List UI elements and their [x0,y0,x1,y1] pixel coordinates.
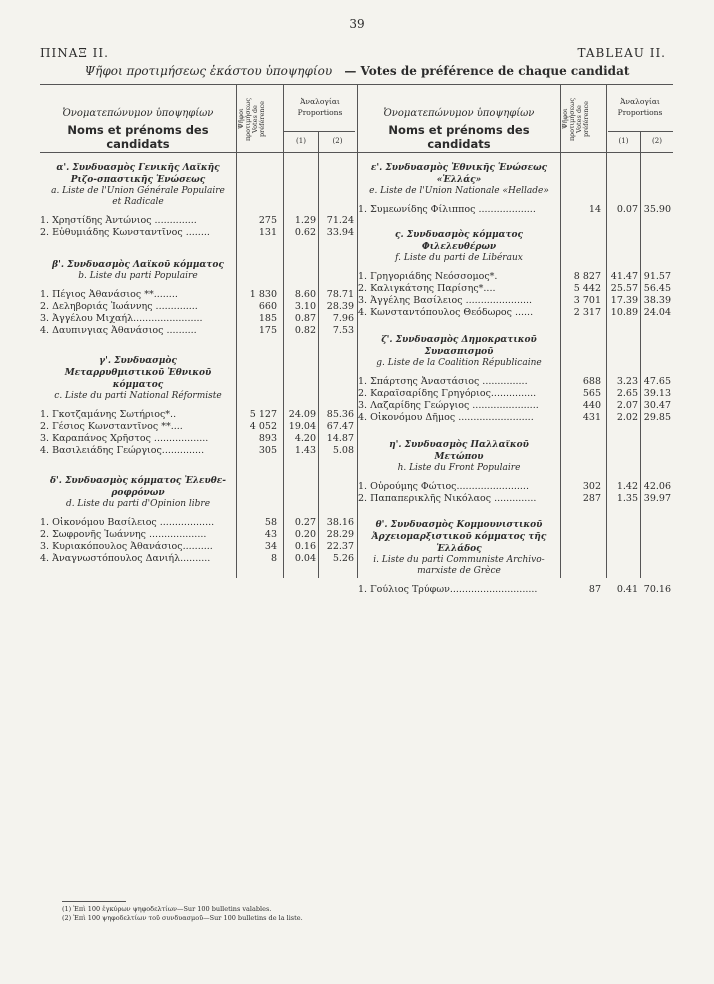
proportion-1: 0.27 [294,517,316,528]
candidate-name: 4. Οἰκονόμου Δῆμος ......................... [358,412,534,423]
candidate-row [358,204,674,216]
party-title-french: g. Liste de la Coalition Républicaine [376,358,542,368]
proportion-2: 91.57 [643,271,671,282]
names-header-french-left: Noms et prénoms des candidats [67,123,209,151]
candidate-row [358,584,674,596]
candidate-row [40,227,358,239]
proportion-1: 1.43 [294,445,316,456]
preference-votes: 8 [270,553,277,564]
preference-votes: 3 701 [573,295,601,306]
candidate-name: 1. Γρηγοριάδης Νεόσσομος*. [358,271,498,282]
candidate-row [40,541,358,553]
proportion-1: 41.47 [610,271,638,282]
party-title-french: a. Liste de l'Union Générale Populaire et Radicale [51,186,225,207]
proportion-1: 1.42 [616,481,638,492]
candidate-name: 1. Οὐρούμης Φώτιος........................ [358,481,529,492]
preference-votes: 5 127 [249,409,277,420]
proportion-2: 5.26 [332,553,354,564]
footnote-rule [62,901,126,902]
party-title-french: h. Liste du Front Populaire [397,463,521,473]
proportion-2: 33.94 [326,227,354,238]
names-header-french-right: Noms et prénoms des candidats [388,123,530,151]
preference-votes: 305 [258,445,277,456]
proportions-header-left [284,96,356,118]
proportion-1: 1.29 [294,215,316,226]
proportions-header-greek-right: Ἀναλογίαι [620,97,660,106]
proportion-1: 0.04 [294,553,316,564]
candidate-name: 3. Ἀγγέλου Μιχαήλ....................... [40,313,203,324]
table-label-french: TABLEAU II. [577,46,666,60]
preference-votes: 4 052 [249,421,277,432]
party-title-greek: η'. Συνδυασμὸς Παλλαϊκοῦ Μετώπου [389,440,529,462]
proportion-2: 22.37 [326,541,354,552]
candidate-row [40,325,358,337]
proportion-2: 39.97 [643,493,671,504]
party-title-greek: γ'. Συνδυασμὸς Μεταρρυθμιστικοῦ Ἐθνικοῦ κόμματος [64,356,212,390]
candidate-row [358,493,674,505]
proportion-2: 28.39 [326,301,354,312]
proportion-2: 5.08 [332,445,354,456]
col1-header-right: (1) [618,137,629,145]
proportion-1: 2.02 [616,412,638,423]
preference-votes: 131 [258,227,277,238]
party-title-greek: ζ'. Συνδυασμὸς Δημοκρατικοῦ Συνασπισμοῦ [381,335,537,357]
party-title-french: f. Liste du parti de Libéraux [395,253,523,263]
votes-header-right: Ψῆφοι προτιμήσεως Votes de préférence [561,97,590,141]
party-title-french: c. Liste du parti National Réformiste [54,391,222,401]
party-section [40,259,358,337]
table-subtitle [0,64,714,78]
candidate-name: 3. Λαζαρίδης Γεώργιος ...................... [358,400,539,411]
names-header-greek-left: Ὀνοματεπώνυμον ὑποψηφίων [62,108,214,119]
proportion-1: 10.89 [610,307,638,318]
proportion-2: 38.39 [643,295,671,306]
party-title-greek: α'. Συνδυασμὸς Γενικῆς Λαϊκῆς Ριζο-σπαστικῆς Ἑνώσεως [56,163,220,185]
party-title-greek: δ'. Συνδυασμὸς κόμματος Ἐλευθε-ροφρόνων [50,476,226,498]
proportion-2: 28.29 [326,529,354,540]
proportion-1: 19.04 [288,421,316,432]
candidate-row [40,421,358,433]
subtitle-separator: — [344,64,357,78]
candidate-row [358,307,674,319]
proportion-1: 0.82 [294,325,316,336]
proportion-1: 0.07 [616,204,638,215]
candidate-name: 1. Συμεωνίδης Φίλιππος ................... [358,204,536,215]
proportion-1: 3.23 [616,376,638,387]
preference-votes: 14 [588,204,601,215]
candidate-row [40,445,358,457]
candidate-name: 2. Σωφρονῆς Ἰωάννης ................... [40,529,207,540]
subtitle-greek: Ψῆφοι προτιμήσεως ἑκάστου ὑποψηφίου [84,64,333,78]
candidate-row [358,376,674,388]
col2-header-left: (2) [332,137,343,145]
candidate-name: 2. Παπαπερικλῆς Νικόλαος .............. [358,493,537,504]
candidate-name: 1. Γούλιος Τρύφων............................. [358,584,538,595]
candidate-row [358,388,674,400]
candidate-name: 1. Πέγιος Ἀθανάσιος **........ [40,289,178,300]
col2-header-right: (2) [652,137,662,145]
candidate-name: 2. Καλιγκάτσης Παρίσης*.... [358,283,496,294]
candidate-row [358,271,674,283]
proportion-1: 8.60 [294,289,316,300]
party-title-french: e. Liste de l'Union Nationale «Hellade» [369,186,549,196]
col1-header-left: (1) [296,137,306,145]
candidate-name: 4. Ἀναγνωστόπουλος Δανιήλ.......... [40,553,211,564]
proportion-1: 24.09 [288,409,316,420]
proportion-2: 24.04 [643,307,671,318]
candidate-row [40,433,358,445]
preference-votes: 287 [582,493,601,504]
right-table-body [358,162,674,596]
preference-votes: 175 [258,325,277,336]
party-section [40,162,358,239]
party-title-greek: β'. Συνδυασμὸς Λαϊκοῦ κόμματος [52,260,224,270]
candidate-row [40,529,358,541]
proportion-1: 0.87 [294,313,316,324]
preference-votes: 185 [258,313,277,324]
candidate-name: 1. Οἰκονόμου Βασίλειος .................. [40,517,215,528]
preference-votes: 893 [258,433,277,444]
proportion-2: 30.47 [643,400,671,411]
candidate-row [40,289,358,301]
party-section [40,355,358,457]
preference-votes: 1 830 [249,289,277,300]
proportions-header-right [607,96,673,118]
footnotes [62,905,303,923]
proportion-2: 71.24 [326,215,354,226]
candidate-row [40,517,358,529]
candidate-row [358,283,674,295]
party-title-greek: ς. Συνδυασμὸς κόμματος Φιλελευθέρων [395,230,523,252]
party-title-french: i. Liste du parti Communiste Archivo-marxiste de Grèce [373,555,545,576]
preference-votes: 440 [582,400,601,411]
candidate-name: 2. Γέσιος Κωνσταντῖνος **.... [40,421,183,432]
preference-votes: 2 317 [573,307,601,318]
proportion-1: 2.65 [616,388,638,399]
proportion-1: 0.62 [294,227,316,238]
party-title-greek: θ'. Συνδυασμὸς Κομμουνιστικοῦ Ἀρχειομαρξιστικοῦ κόμματος τῆς Ἑλλάδος [371,520,547,554]
proportion-1: 0.16 [294,541,316,552]
candidate-name: 4. Κωνσταντόπουλος Θεόδωρος ...... [358,307,534,318]
party-section [358,162,674,216]
preference-votes: 565 [582,388,601,399]
proportion-2: 7.53 [332,325,354,336]
proportion-2: 39.13 [643,388,671,399]
proportion-2: 42.06 [643,481,671,492]
proportion-1: 3.10 [294,301,316,312]
votes-header-left: Ψῆφοι προτιμήσεως Votes de préférence [237,97,266,141]
candidate-name: 3. Ἀγγέλης Βασίλειος ...................... [358,295,533,306]
candidate-name: 4. Δαυπινγιας Ἀθανάσιος .......... [40,325,197,336]
preference-votes: 688 [582,376,601,387]
proportion-2: 56.45 [643,283,671,294]
proportion-2: 35.90 [643,204,671,215]
left-table-body [40,162,358,583]
candidate-row [358,400,674,412]
proportion-2: 14.87 [326,433,354,444]
proportion-1: 0.41 [616,584,638,595]
proportion-1: 25.57 [610,283,638,294]
table-label-greek: ΠΙΝΑΞ ΙΙ. [40,46,109,60]
proportion-2: 70.16 [643,584,671,595]
party-title-greek: ε'. Συνδυασμὸς Ἐθνικῆς Ἑνώσεως «Ἑλλάς» [370,163,548,185]
names-header-greek-right: Ὀνοματεπώνυμον ὑποψηφίων [383,108,535,119]
party-section [40,475,358,565]
proportion-2: 29.85 [643,412,671,423]
candidate-row [40,215,358,227]
proportion-1: 0.20 [294,529,316,540]
candidate-name: 1. Σπάρτσης Ἀναστάσιος ............... [358,376,528,387]
candidate-name: 3. Καραπάνος Χρῆστος .................. [40,433,209,444]
proportion-2: 47.65 [643,376,671,387]
preference-votes: 87 [588,584,601,595]
party-title-french: b. Liste du parti Populaire [78,271,198,281]
candidate-row [358,295,674,307]
footnote-1: (1) Ἐπὶ 100 ἐγκύρων ψηφοδελτίων—Sur 100 bulletins valables. [62,905,272,913]
proportion-2: 67.47 [326,421,354,432]
candidate-name: 2. Δεληβοριάς Ἰωάννης .............. [40,301,198,312]
proportion-2: 78.71 [326,289,354,300]
candidate-row [40,553,358,565]
proportion-1: 4.20 [294,433,316,444]
proportion-1: 2.07 [616,400,638,411]
candidate-name: 1. Γκοτζαμάνης Σωτήριος*.. [40,409,177,420]
candidate-row [40,301,358,313]
proportions-header-french-left: Proportions [297,108,343,117]
proportion-2: 38.16 [326,517,354,528]
candidate-row [358,412,674,424]
party-section [358,439,674,505]
party-section [358,334,674,424]
candidate-name: 1. Χρηστίδης Ἀντώνιος .............. [40,215,197,226]
candidate-name: 2. Εὐθυμιάδης Κωνσταντῖνος ........ [40,227,210,238]
subtitle-french: Votes de préférence de chaque candidat [360,64,630,78]
proportions-header-greek-left: Ἀναλογίαι [300,97,340,106]
footnote-2: (2) Ἐπὶ 100 ψηφοδελτίων τοῦ συνδυασμοῦ—Sur 100 bulletins de la liste. [62,914,303,922]
preference-votes: 8 827 [573,271,601,282]
candidate-name: 3. Κυριακόπουλος Ἀθανάσιος.......... [40,541,213,552]
party-section [358,519,674,596]
page-number: 39 [349,17,365,31]
candidate-name: 4. Βασιλειάδης Γεώργιος.............. [40,445,205,456]
candidate-name: 2. Καραϊσαρίδης Γρηγόριος............... [358,388,537,399]
proportion-2: 85.36 [326,409,354,420]
preference-votes: 275 [258,215,277,226]
candidate-row [40,409,358,421]
proportion-1: 17.39 [610,295,638,306]
preference-votes: 660 [258,301,277,312]
preference-votes: 58 [264,517,277,528]
preference-votes: 5 442 [573,283,601,294]
candidate-row [358,481,674,493]
proportion-2: 7.96 [332,313,354,324]
preference-votes: 34 [264,541,277,552]
proportion-1: 1.35 [616,493,638,504]
preference-votes: 302 [582,481,601,492]
preference-votes: 43 [264,529,277,540]
header-mid-rule-left [283,131,355,132]
proportions-header-french-right: Proportions [617,108,663,117]
candidate-row [40,313,358,325]
preference-votes: 431 [582,412,601,423]
party-title-french: d. Liste du parti d'Opinion libre [65,499,211,509]
party-section [358,229,674,319]
